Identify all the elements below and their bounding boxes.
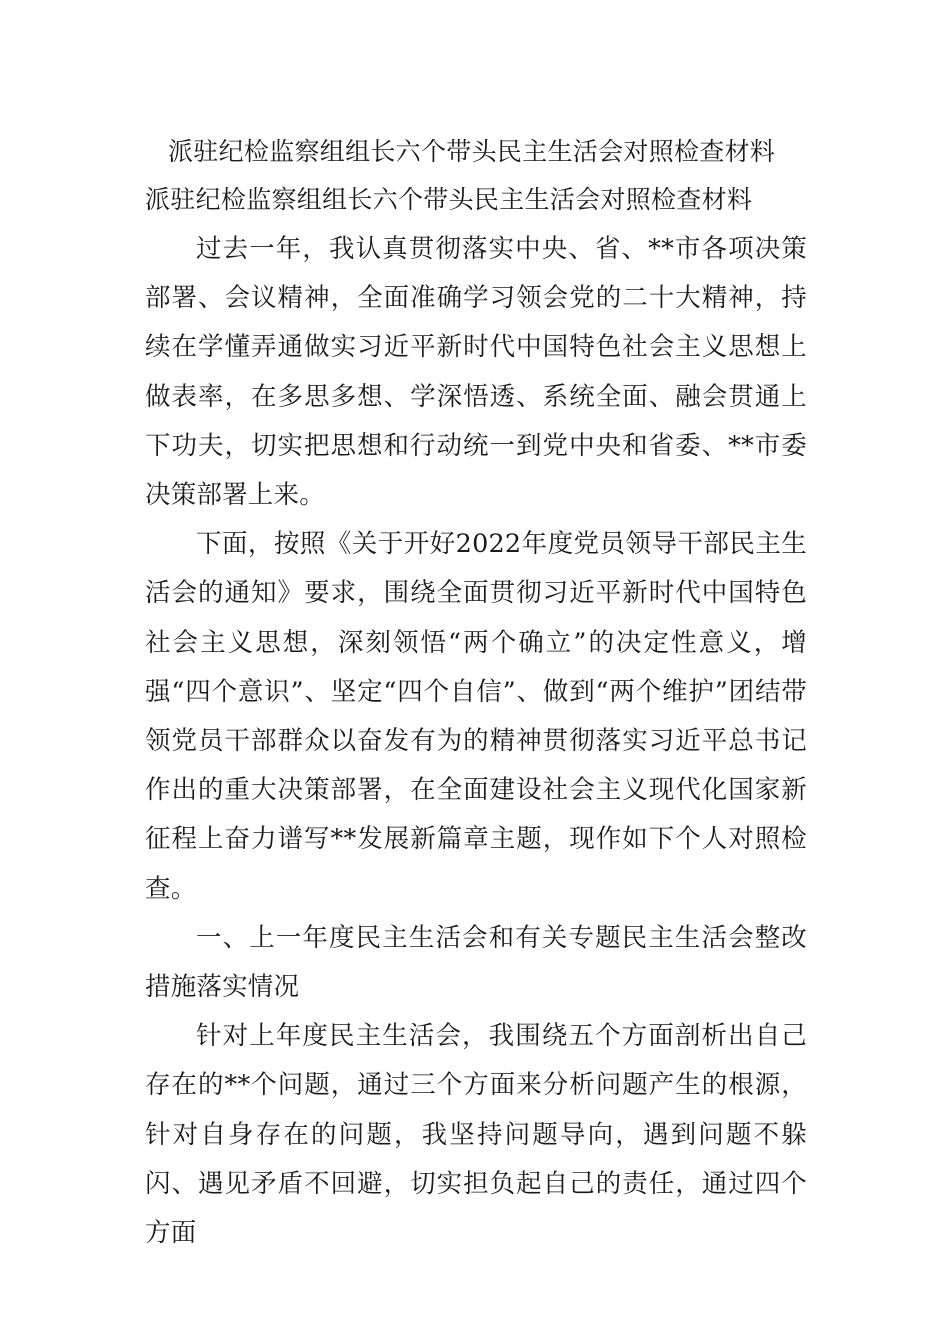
document-subtitle: 派驻纪检监察组组长六个带头民主生活会对照检查材料 [145,185,753,214]
section-heading-1: 一、上一年度民主生活会和有关专题民主生活会整改措施落实情况 [145,922,807,1003]
paragraph-rectification: 针对上年度民主生活会，我围绕五个方面剖析出自己存在的**个问题，通过三个方面来分析问题产生的根源，针对自身存在的问题，我坚持问题导向，遇到问题不躲闪、遇见矛盾不回避，切实担负起自己的责任，通过四个方面 [145,1021,807,1249]
document-body [145,225,807,1258]
paragraph-intro: 过去一年，我认真贯彻落实中央、省、**市各项决策部署、会议精神，全面准确学习领会党的二十大精神，持续在学懂弄通做实习近平新时代中国特色社会主义思想上做表率，在多思多想、学深悟透、系统全面、融会贯通上下功夫，切实把思想和行动统一到党中央和省委、**市委决策部署上来。 [145,234,807,511]
document-title: 派驻纪检监察组组长六个带头民主生活会对照检查材料 [168,137,776,166]
paragraph-requirements: 下面，按照《关于开好2022年度党员领导干部民主生活会的通知》要求，围绕全面贯彻习近平新时代中国特色社会主义思想，深刻领悟“两个确立”的决定性意义，增强“四个意识”、坚定“四个自信”、做到“两个维护”团结带领党员干部群众以奋发有为的精神贯彻落实习近平总书记作出的重大决策部署，在全面建设社会主义现代化国家新征程上奋力谱写**发展新篇章主题，现作如下个人对照检查。 [145,529,807,904]
